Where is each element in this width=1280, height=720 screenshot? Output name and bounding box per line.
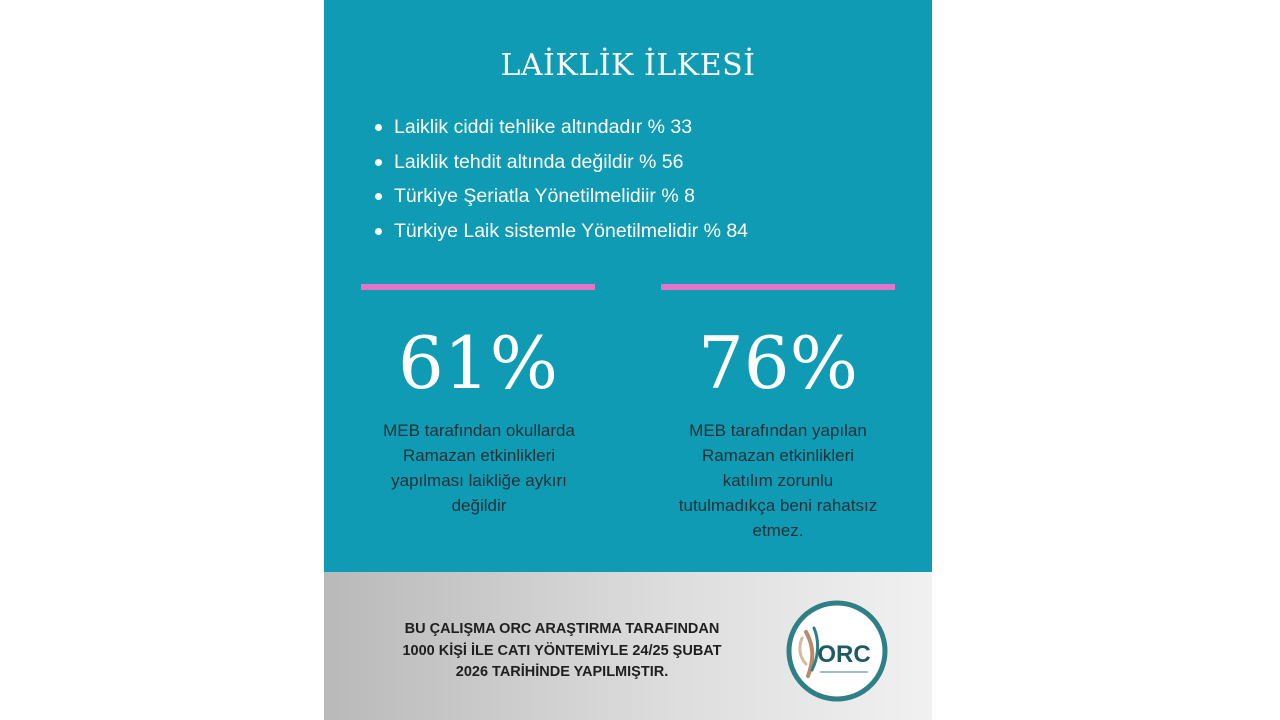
methodology-note-line: 1000 KİŞİ İLE CATI YÖNTEMİYLE 24/25 ŞUBAT — [402, 642, 722, 659]
infographic-panel — [324, 0, 932, 720]
bullet-text: Türkiye Şeriatla Yönetilmelidiir % 8 — [394, 185, 695, 207]
bullet-item — [374, 110, 748, 145]
methodology-note — [352, 619, 772, 684]
stat-value-left: 61% — [397, 321, 559, 405]
stat-description-right — [656, 418, 900, 543]
stat-description-line: katılım zorunlu — [722, 471, 834, 490]
teal-section — [324, 0, 932, 572]
stat-divider-left — [361, 284, 595, 290]
bullet-text: Laiklik ciddi tehlike altındadır % 33 — [394, 116, 693, 138]
stat-value-right: 76% — [697, 321, 859, 405]
stat-description-line: MEB tarafından yapılan — [689, 421, 867, 440]
methodology-note-line: BU ÇALIŞMA ORC ARAŞTIRMA TARAFINDAN — [404, 621, 720, 637]
bullet-dot-icon — [375, 193, 382, 200]
bullet-item — [374, 145, 748, 180]
methodology-note-line: 2026 TARİHİNDE YAPILMIŞTIR. — [455, 664, 669, 680]
bullet-item — [374, 179, 748, 214]
stat-description-line: Ramazan etkinlikleri — [701, 446, 855, 465]
bullet-dot-icon — [375, 228, 382, 235]
bullet-text: Türkiye Laik sistemle Yönetilmelidir % 84 — [394, 219, 749, 242]
page-title: LAİKLİK İLKESİ — [500, 48, 756, 83]
logo-text: ORC — [817, 641, 871, 668]
stat-description-line: Ramazan etkinlikleri — [402, 446, 556, 465]
bullet-dot-icon — [375, 159, 382, 166]
bullet-item — [374, 214, 748, 249]
stat-description-line: değildir — [451, 496, 507, 515]
stat-description-line: yapılması laikliğe aykırı — [391, 471, 567, 490]
stat-divider-right — [661, 284, 895, 290]
stat-description-line: tutulmadıkça beni rahatsız — [678, 496, 878, 515]
stat-description-left — [364, 418, 594, 518]
orc-logo — [784, 598, 890, 704]
bullet-dot-icon — [375, 124, 382, 131]
stat-description-line: etmez. — [752, 521, 804, 540]
orc-logo-icon — [784, 598, 890, 704]
bullet-list — [374, 110, 748, 248]
stat-description-line: MEB tarafından okullarda — [383, 421, 575, 440]
bullet-text: Laiklik tehdit altında değildir % 56 — [394, 150, 684, 173]
